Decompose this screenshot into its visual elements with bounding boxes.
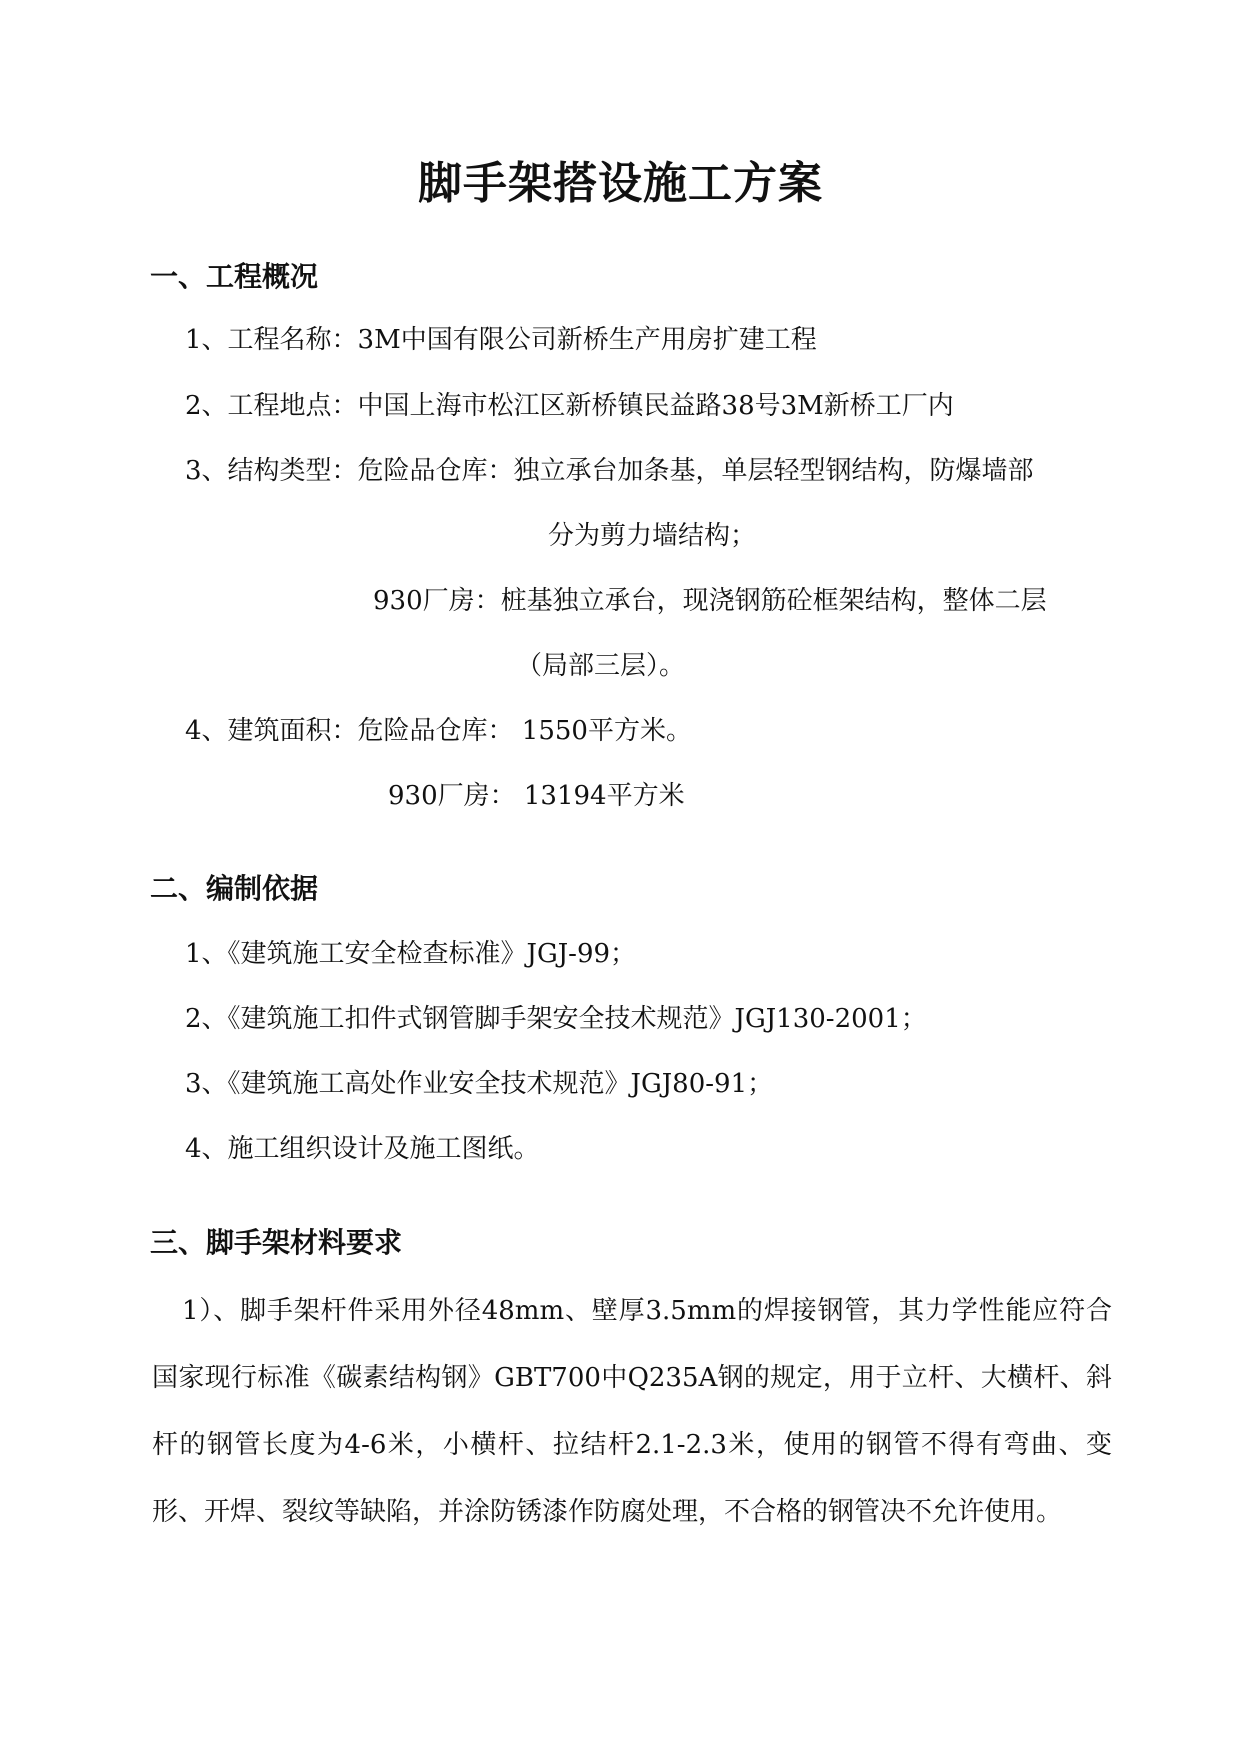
document-title: 脚手架搭设施工方案 [418,158,823,209]
materials-paragraph: 1）、脚手架杆件采用外径48mm、壁厚3.5mm的焊接钢管，其力学性能应符合国家现行标准《碳素结构钢》GBT700中Q235A钢的规定，用于立杆、大横杆、斜杆的钢管长度为4-6米，小横杆、拉结杆2.1-2.3米，使用的钢管不得有弯曲、变形、开焊、裂纹等缺陷，并涂防锈漆作防腐处理，不合格的钢管决不允许使用。 [152,1296,1112,1527]
basis-item-2: 2、《建筑施工扣件式钢管脚手架安全技术规范》JGJ130-2001； [185,1004,927,1034]
overview-item-building-area-930: 930厂房： 13194平方米 [388,781,685,811]
basis-item-1: 1、《建筑施工安全检查标准》JGJ-99； [185,939,637,969]
overview-item-structure-type: 3、结构类型：危险品仓库：独立承台加条基，单层轻型钢结构，防爆墙部 [185,456,1034,486]
section-heading-materials: 三、脚手架材料要求 [150,1226,403,1259]
overview-item-project-location: 2、工程地点：中国上海市松江区新桥镇民益路38号3M新桥工厂内 [185,391,954,421]
basis-item-3: 3、《建筑施工高处作业安全技术规范》JGJ80-91； [185,1069,774,1099]
overview-item-structure-type-cont: 分为剪力墙结构； [548,521,757,551]
overview-item-structure-930: 930厂房：桩基独立承台，现浇钢筋砼框架结构，整体二层 [373,586,1047,616]
overview-item-structure-930-cont: （局部三层）。 [516,651,686,681]
basis-item-4: 4、施工组织设计及施工图纸。 [185,1134,540,1164]
section-heading-basis: 二、编制依据 [150,872,319,905]
overview-item-building-area: 4、建筑面积：危险品仓库： 1550平方米。 [185,716,692,746]
overview-item-project-name: 1、工程名称：3M中国有限公司新桥生产用房扩建工程 [185,325,817,355]
section-heading-overview: 一、工程概况 [150,260,319,293]
